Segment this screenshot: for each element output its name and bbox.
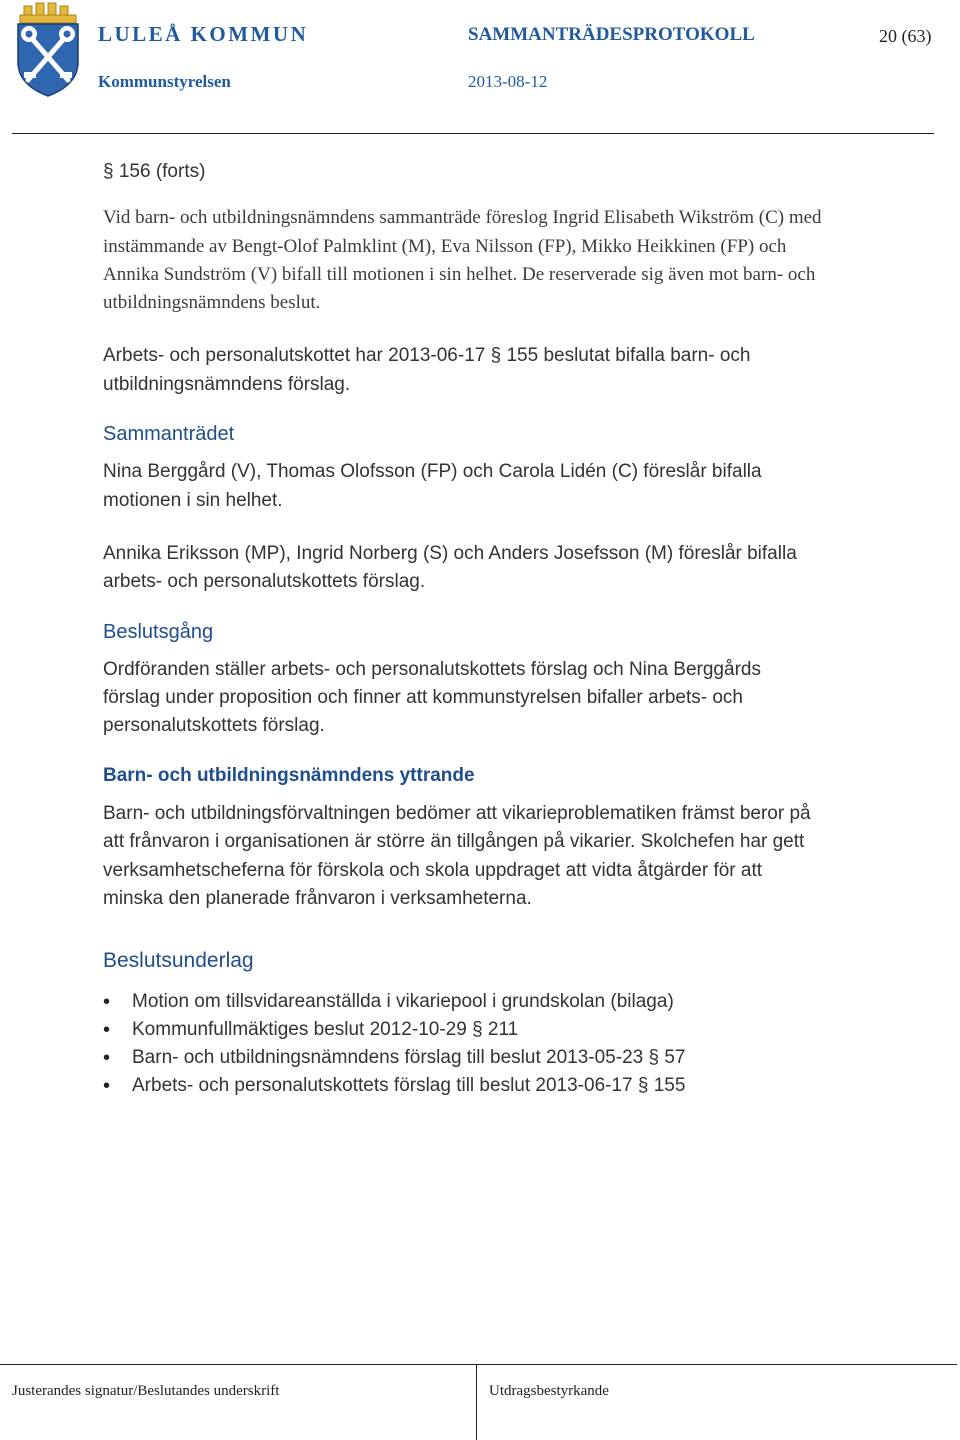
- list-item: • Barn- och utbildningsnämndens förslag till beslut 2013-05-23 § 57: [103, 1044, 823, 1072]
- paragraph-proposal-1: Nina Berggård (V), Thomas Olofsson (FP) och Carola Lidén (C) föreslår bifalla motionen i sin helhet.: [103, 461, 762, 511]
- lulea-coat-of-arms-icon: [12, 2, 84, 98]
- list-item: • Arbets- och personalutskottets förslag till beslut 2013-06-17 § 155: [103, 1072, 823, 1100]
- document-body: [103, 158, 823, 1101]
- paragraph-statement: Barn- och utbildningsförvaltningen bedömer att vikarieproblematiken främst beror på att frånvaron i organisationen är större än tillgången på vikarier. Skolchefen har gett verksamhetscheferna för förskola och skola uppdraget att vidta åtgärder för att minska den planerade frånvaron i verksamheterna.: [103, 803, 811, 909]
- heading-sammantradet: Sammanträdet: [103, 423, 235, 446]
- paragraph-decision-process: Ordföranden ställer arbets- och personalutskottets förslag och Nina Berggårds förslag under proposition och finner att kommunstyrelsen bifaller arbets- och personalutskottets förslag.: [103, 658, 761, 737]
- section-reference: § 156 (forts): [103, 161, 206, 182]
- paragraph-apu-decision: Arbets- och personalutskottet har 2013-06-17 § 155 beslutat bifalla barn- och utbildningsnämndens förslag.: [103, 345, 751, 395]
- extract-box[interactable]: [477, 1364, 957, 1440]
- signature-label: Justerandes signatur/Beslutandes underskrift: [12, 1383, 280, 1399]
- basis-list: [103, 988, 823, 1101]
- list-item: • Kommunfullmäktiges beslut 2012-10-29 § 211: [103, 1016, 823, 1044]
- heading-beslutsgang: Beslutsgång: [103, 620, 214, 643]
- heading-beslutsunderlag: Beslutsunderlag: [103, 949, 254, 973]
- paragraph-proposal-2: Annika Eriksson (MP), Ingrid Norberg (S) och Anders Josefsson (M) föreslår bifalla arbets- och personalutskottets förslag.: [103, 542, 797, 593]
- header-divider: [12, 133, 934, 134]
- page-header: [0, 0, 960, 136]
- heading-yttrande: Barn- och utbildningsnämndens yttrande: [103, 764, 475, 786]
- document-type: SAMMANTRÄDESPROTOKOLL: [468, 24, 755, 45]
- department-name: Kommunstyrelsen: [98, 72, 231, 91]
- page-number: 20 (63): [879, 26, 932, 46]
- signature-box[interactable]: [0, 1364, 477, 1440]
- page-footer: [0, 1364, 960, 1439]
- organization-name: LULEÅ KOMMUN: [98, 22, 309, 46]
- list-item: • Motion om tillsvidareanställda i vikariepool i grundskolan (bilaga): [103, 988, 823, 1016]
- extract-label: Utdragsbestyrkande: [489, 1383, 609, 1399]
- paragraph-motion-vote: Vid barn- och utbildningsnämndens sammanträde föreslog Ingrid Elisabeth Wikström (C) med instämmande av Bengt-Olof Palmklint (M), Eva Nilsson (FP), Mikko Heikkinen (FP) och Annika Sundström (V) bifall till motionen i sin helhet. De reserverade sig även mot barn- och utbildningsnämndens beslut.: [103, 207, 822, 314]
- document-date: 2013-08-12: [468, 72, 548, 91]
